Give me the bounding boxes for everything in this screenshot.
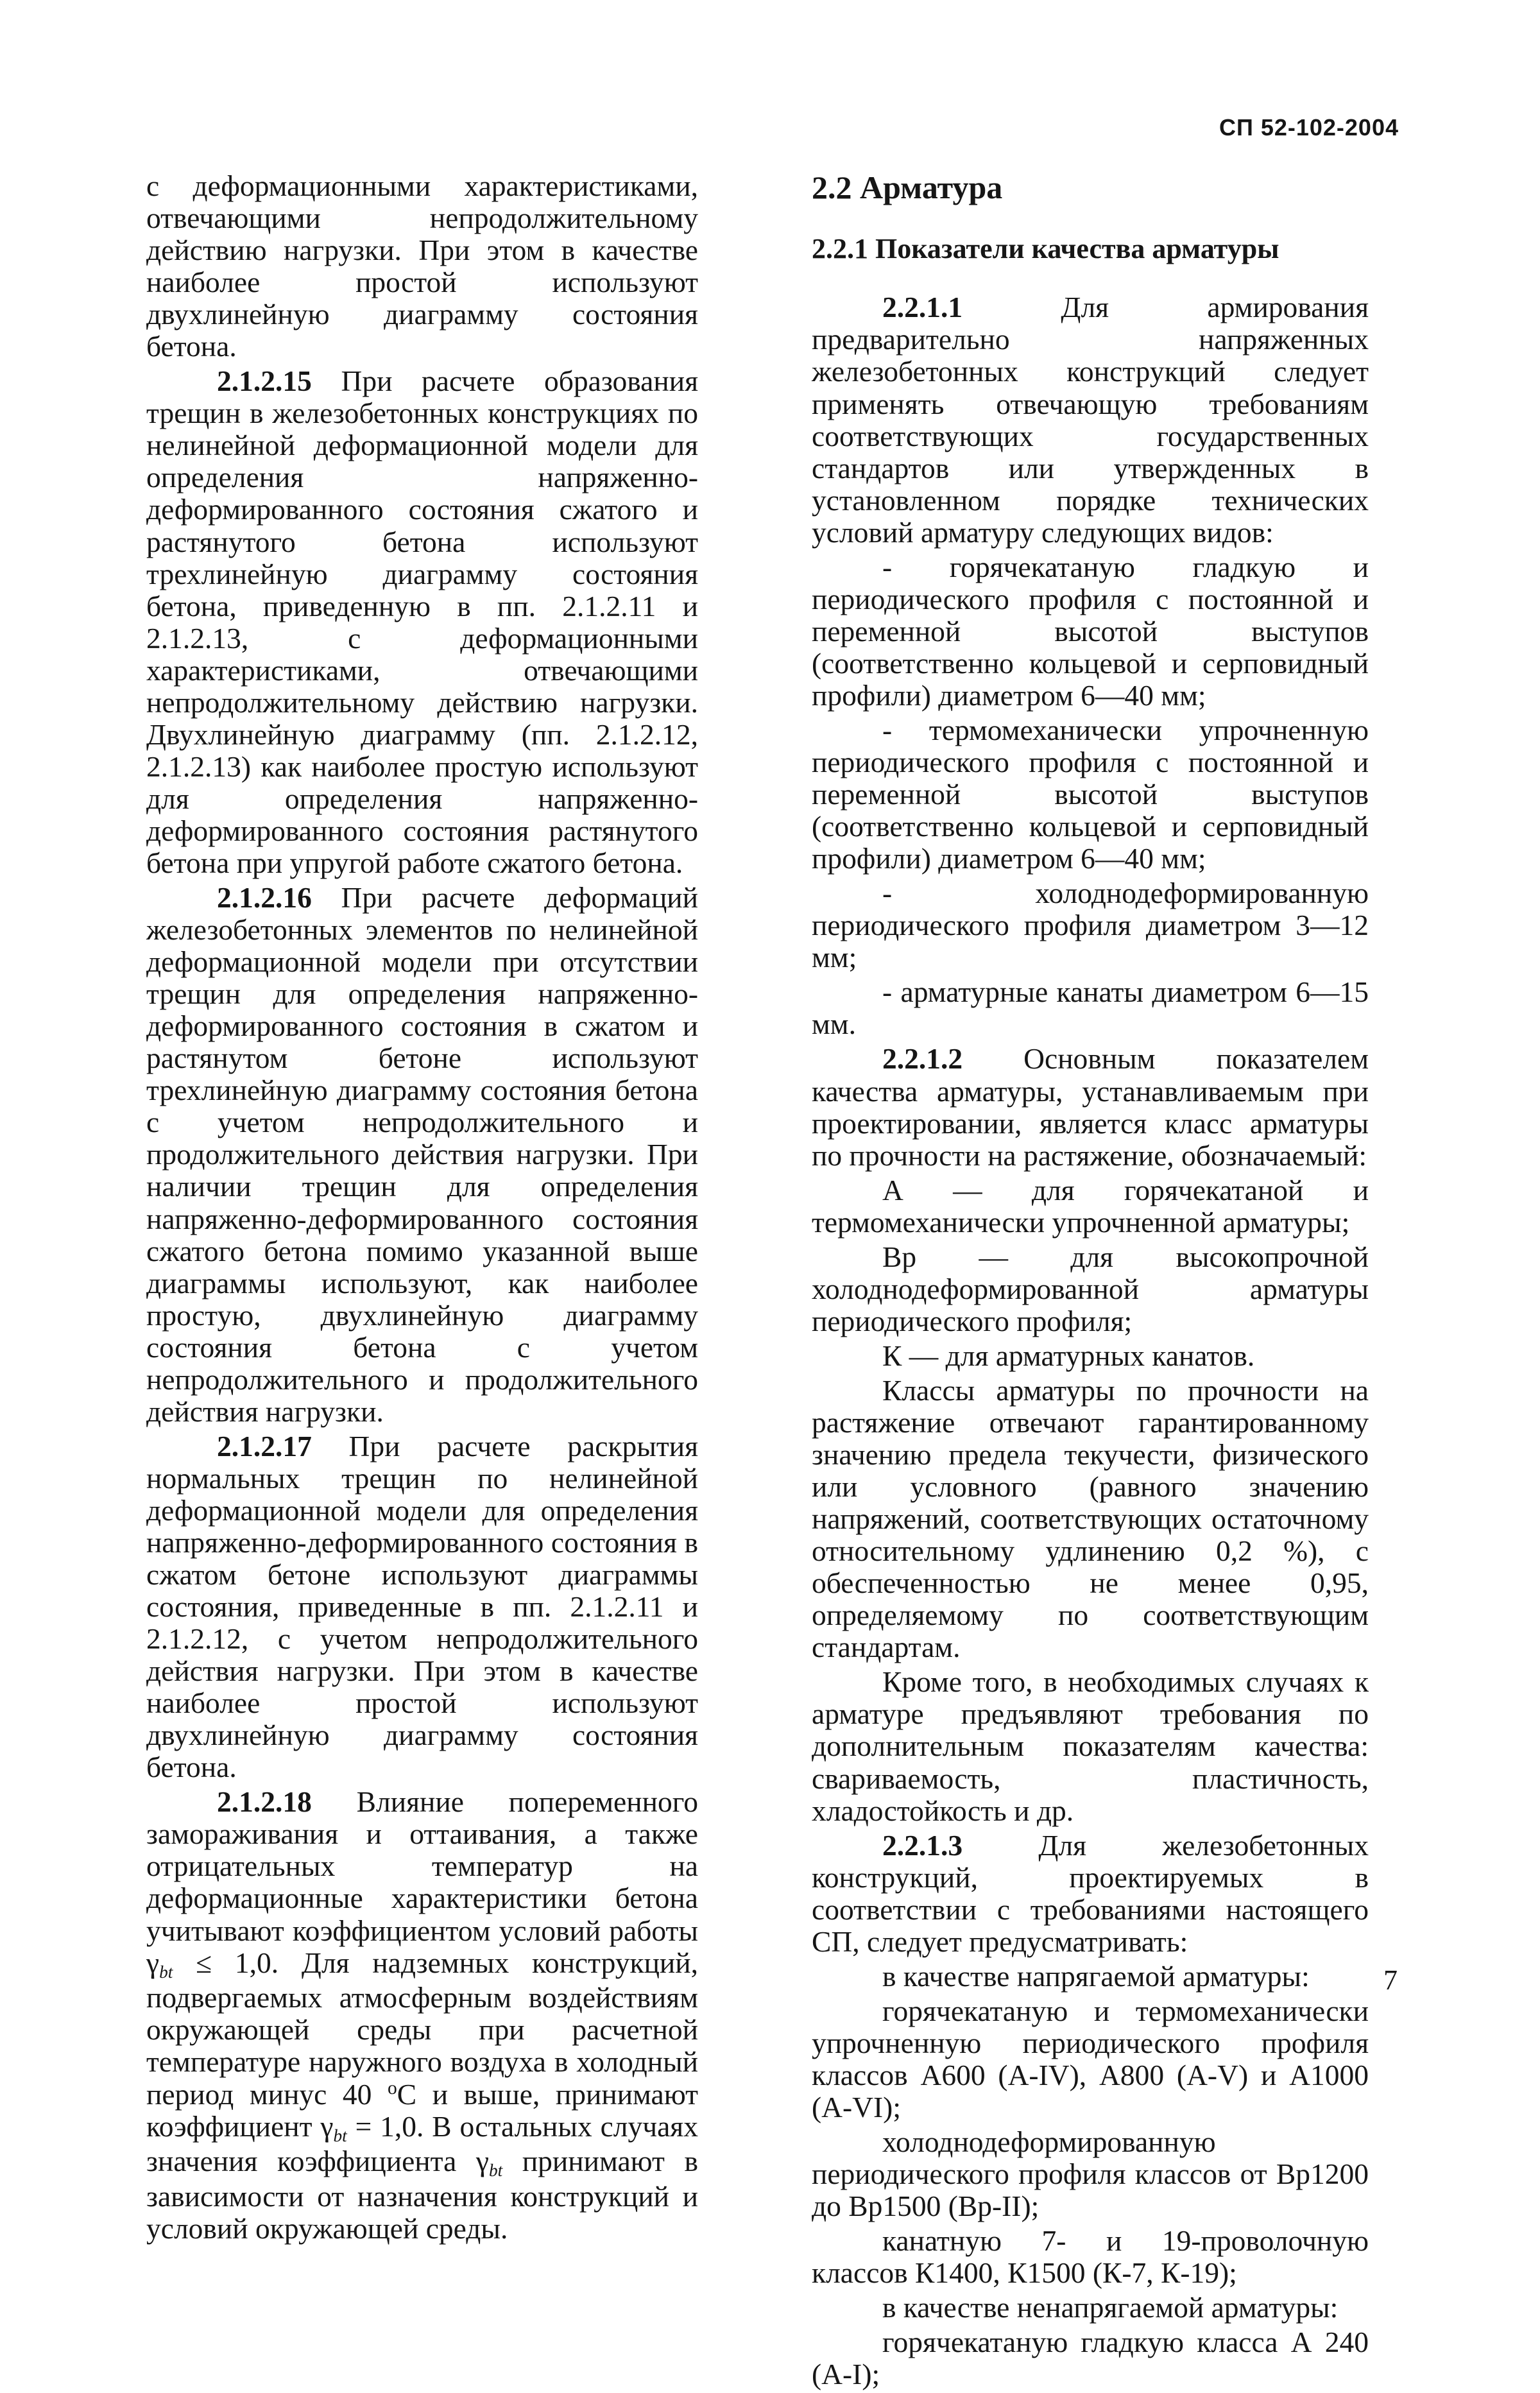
- paragraph-text: Влияние попеременного замораживания и оттаивания, а также отрицательных температур на деформационные характеристики бетона учитывают коэффициентом условий работы γ: [146, 1785, 698, 1979]
- clause-number: 2.2.1.1: [882, 291, 963, 324]
- clause-number: 2.2.1.3: [882, 1828, 963, 1862]
- paragraph-text: ≤ 1,0. Для надземных конструкций, подвергаемых атмосферным воздействиям окружающей среды при расчетной температуре наружного воздуха в холодный период минус 40: [146, 1946, 698, 2111]
- paragraph-additional: Кроме того, в необходимых случаях к арматуре предъявляют требования по дополнительным показателям качества: свариваемость, пластичность, хладостойкость и др.: [812, 1665, 1369, 1827]
- paragraph-classes: Классы арматуры по прочности на растяжение отвечают гарантированному значению предела текучести, физического или условного (равного значению напряжений, соответствующих остаточному относительному удлинению 0,2 %), с обеспеченностью не менее 0,95, определяемому по соответствующим стандартам.: [812, 1373, 1369, 1664]
- paragraph-text: При расчете раскрытия нормальных трещин по нелинейной деформационной модели для определения напряженно-деформированного состояния в сжатом бетоне используют диаграммы состояния, приведенные в пп. 2.1.2.11 и 2.1.2.12, с учетом непродолжительного действия нагрузки. При этом в качестве наиболее простой используют двухлинейную диаграмму состояния бетона.: [146, 1429, 698, 1784]
- paragraph-text: С и выше, принимают коэффициент γ: [146, 2078, 698, 2143]
- left-column: [146, 170, 698, 2247]
- paragraph-2-2-1-2: [812, 1043, 1369, 1171]
- paragraph-text: = 1,0. В остальных случаях значения коэффициента γ: [146, 2110, 698, 2178]
- subsection-title: 2.2.1 Показатели качества арматуры: [812, 233, 1279, 264]
- paragraph-text: принимают в зависимости от назначения конструкций и условий окружающей среды.: [146, 2145, 698, 2245]
- paragraph-2-2-1-3: [812, 1830, 1369, 1958]
- paragraph-text: При расчете образования трещин в железобетонных конструкциях по нелинейной деформационной модели для определения напряженно-деформированного состояния сжатого и растянутого бетона используют трехлинейную диаграмму состояния бетона, приведенную в пп. 2.1.2.11 и 2.1.2.13, с деформационными характеристиками, отвечающими непродолжительному действию нагрузки. Двухлинейную диаграмму (пп. 2.1.2.12, 2.1.2.13) как наиболее простую используют для определения напряженно-деформированного состояния растянутого бетона при упругой работе сжатого бетона.: [146, 365, 698, 879]
- list-item: - горячекатаную гладкую и периодического профиля с постоянной и переменной высотой выступов (соответственно кольцевой и серповидный профили) диаметром 6—40 мм;: [812, 550, 1369, 712]
- page-number: 7: [1383, 1964, 1398, 1996]
- clause-number: 2.1.2.18: [217, 1785, 312, 1819]
- paragraph-2-1-2-16: [146, 882, 698, 1428]
- paragraph-text: Для железобетонных конструкций, проектируемых в соответствии с требованиями настоящего СП, следует предусматривать:: [812, 1828, 1369, 1958]
- clause-number: 2.1.2.16: [217, 881, 312, 914]
- subscript-bt: bt: [159, 1962, 173, 1982]
- class-item: К — для арматурных канатов.: [882, 1339, 1255, 1372]
- list-item: - холоднодеформированную периодического профиля диаметром 3—12 мм;: [812, 877, 1369, 974]
- list-item: канатную 7- и 19-проволочную классов К1400, К1500 (К-7, К-19);: [812, 2224, 1369, 2290]
- paragraph-2-1-2-15: [146, 365, 698, 879]
- list-item: в качестве напрягаемой арматуры:: [882, 1959, 1310, 1993]
- class-item: Вр — для высокопрочной холоднодеформированной арматуры периодического профиля;: [812, 1240, 1369, 1337]
- clause-number: 2.2.1.2: [882, 1042, 963, 1076]
- list-item: - термомеханически упрочненную периодического профиля с постоянной и переменной высотой выступов (соответственно кольцевой и серповидный профили) диаметром 6—40 мм;: [812, 714, 1369, 875]
- list-item: в качестве ненапрягаемой арматуры:: [882, 2291, 1339, 2324]
- list-item: - арматурные канаты диаметром 6—15 мм.: [812, 975, 1369, 1041]
- paragraph-2-2-1-1: [812, 291, 1369, 548]
- paragraph-2-1-2-17: [146, 1430, 698, 1784]
- paragraph-intro: с деформационными характеристиками, отвечающими непродолжительному действию нагрузки. При этом в качестве наиболее простой используют двухлинейную диаграмму состояния бетона.: [146, 169, 698, 363]
- class-item: А — для горячекатаной и термомеханически упрочненной арматуры;: [812, 1173, 1369, 1239]
- paragraph-text: Для армирования предварительно напряженных железобетонных конструкций следует применять отвечающую требованиям соответствующих государственных стандартов или утвержденных в установленном порядке технических условий арматуру следующих видов:: [812, 291, 1369, 549]
- subscript-bt: bt: [333, 2126, 347, 2146]
- list-item: горячекатаную и термомеханически упрочненную периодического профиля классов А600 (A-IV), А800 (A-V) и А1000 (A-VI);: [812, 1994, 1369, 2123]
- document-code: СП 52-102-2004: [1219, 114, 1399, 141]
- paragraph-text: При расчете деформаций железобетонных элементов по нелинейной деформационной модели при отсутствии трещин для определения напряженно-деформированного состояния в сжатом и растянутом бетоне используют трехлинейную диаграмму состояния бетона с учетом непродолжительного и продолжительного действия нагрузки. При наличии трещин для определения напряженно-деформированного состояния сжатого бетона помимо указанной выше диаграммы используют, как наиболее простую, двухлинейную диаграмму состояния бетона с учетом непродолжительного и продолжительного действия нагрузки.: [146, 881, 698, 1428]
- list-item: горячекатаную гладкую класса А 240 (А-I);: [812, 2326, 1369, 2391]
- subscript-bt: bt: [488, 2161, 503, 2181]
- right-column: [812, 170, 1369, 2393]
- degree-superscript: о: [387, 2077, 397, 2098]
- list-item: холоднодеформированную периодического профиля классов от Вр1200 до Вр1500 (Вр-II);: [812, 2125, 1369, 2223]
- section-title: 2.2 Арматура: [812, 169, 1003, 205]
- clause-number: 2.1.2.15: [217, 365, 312, 398]
- paragraph-text: Основным показателем качества арматуры, устанавливаемым при проектировании, является класс арматуры по прочности на растяжение, обозначаемый:: [812, 1042, 1369, 1172]
- paragraph-2-1-2-18: [146, 1786, 698, 2244]
- clause-number: 2.1.2.17: [217, 1429, 312, 1462]
